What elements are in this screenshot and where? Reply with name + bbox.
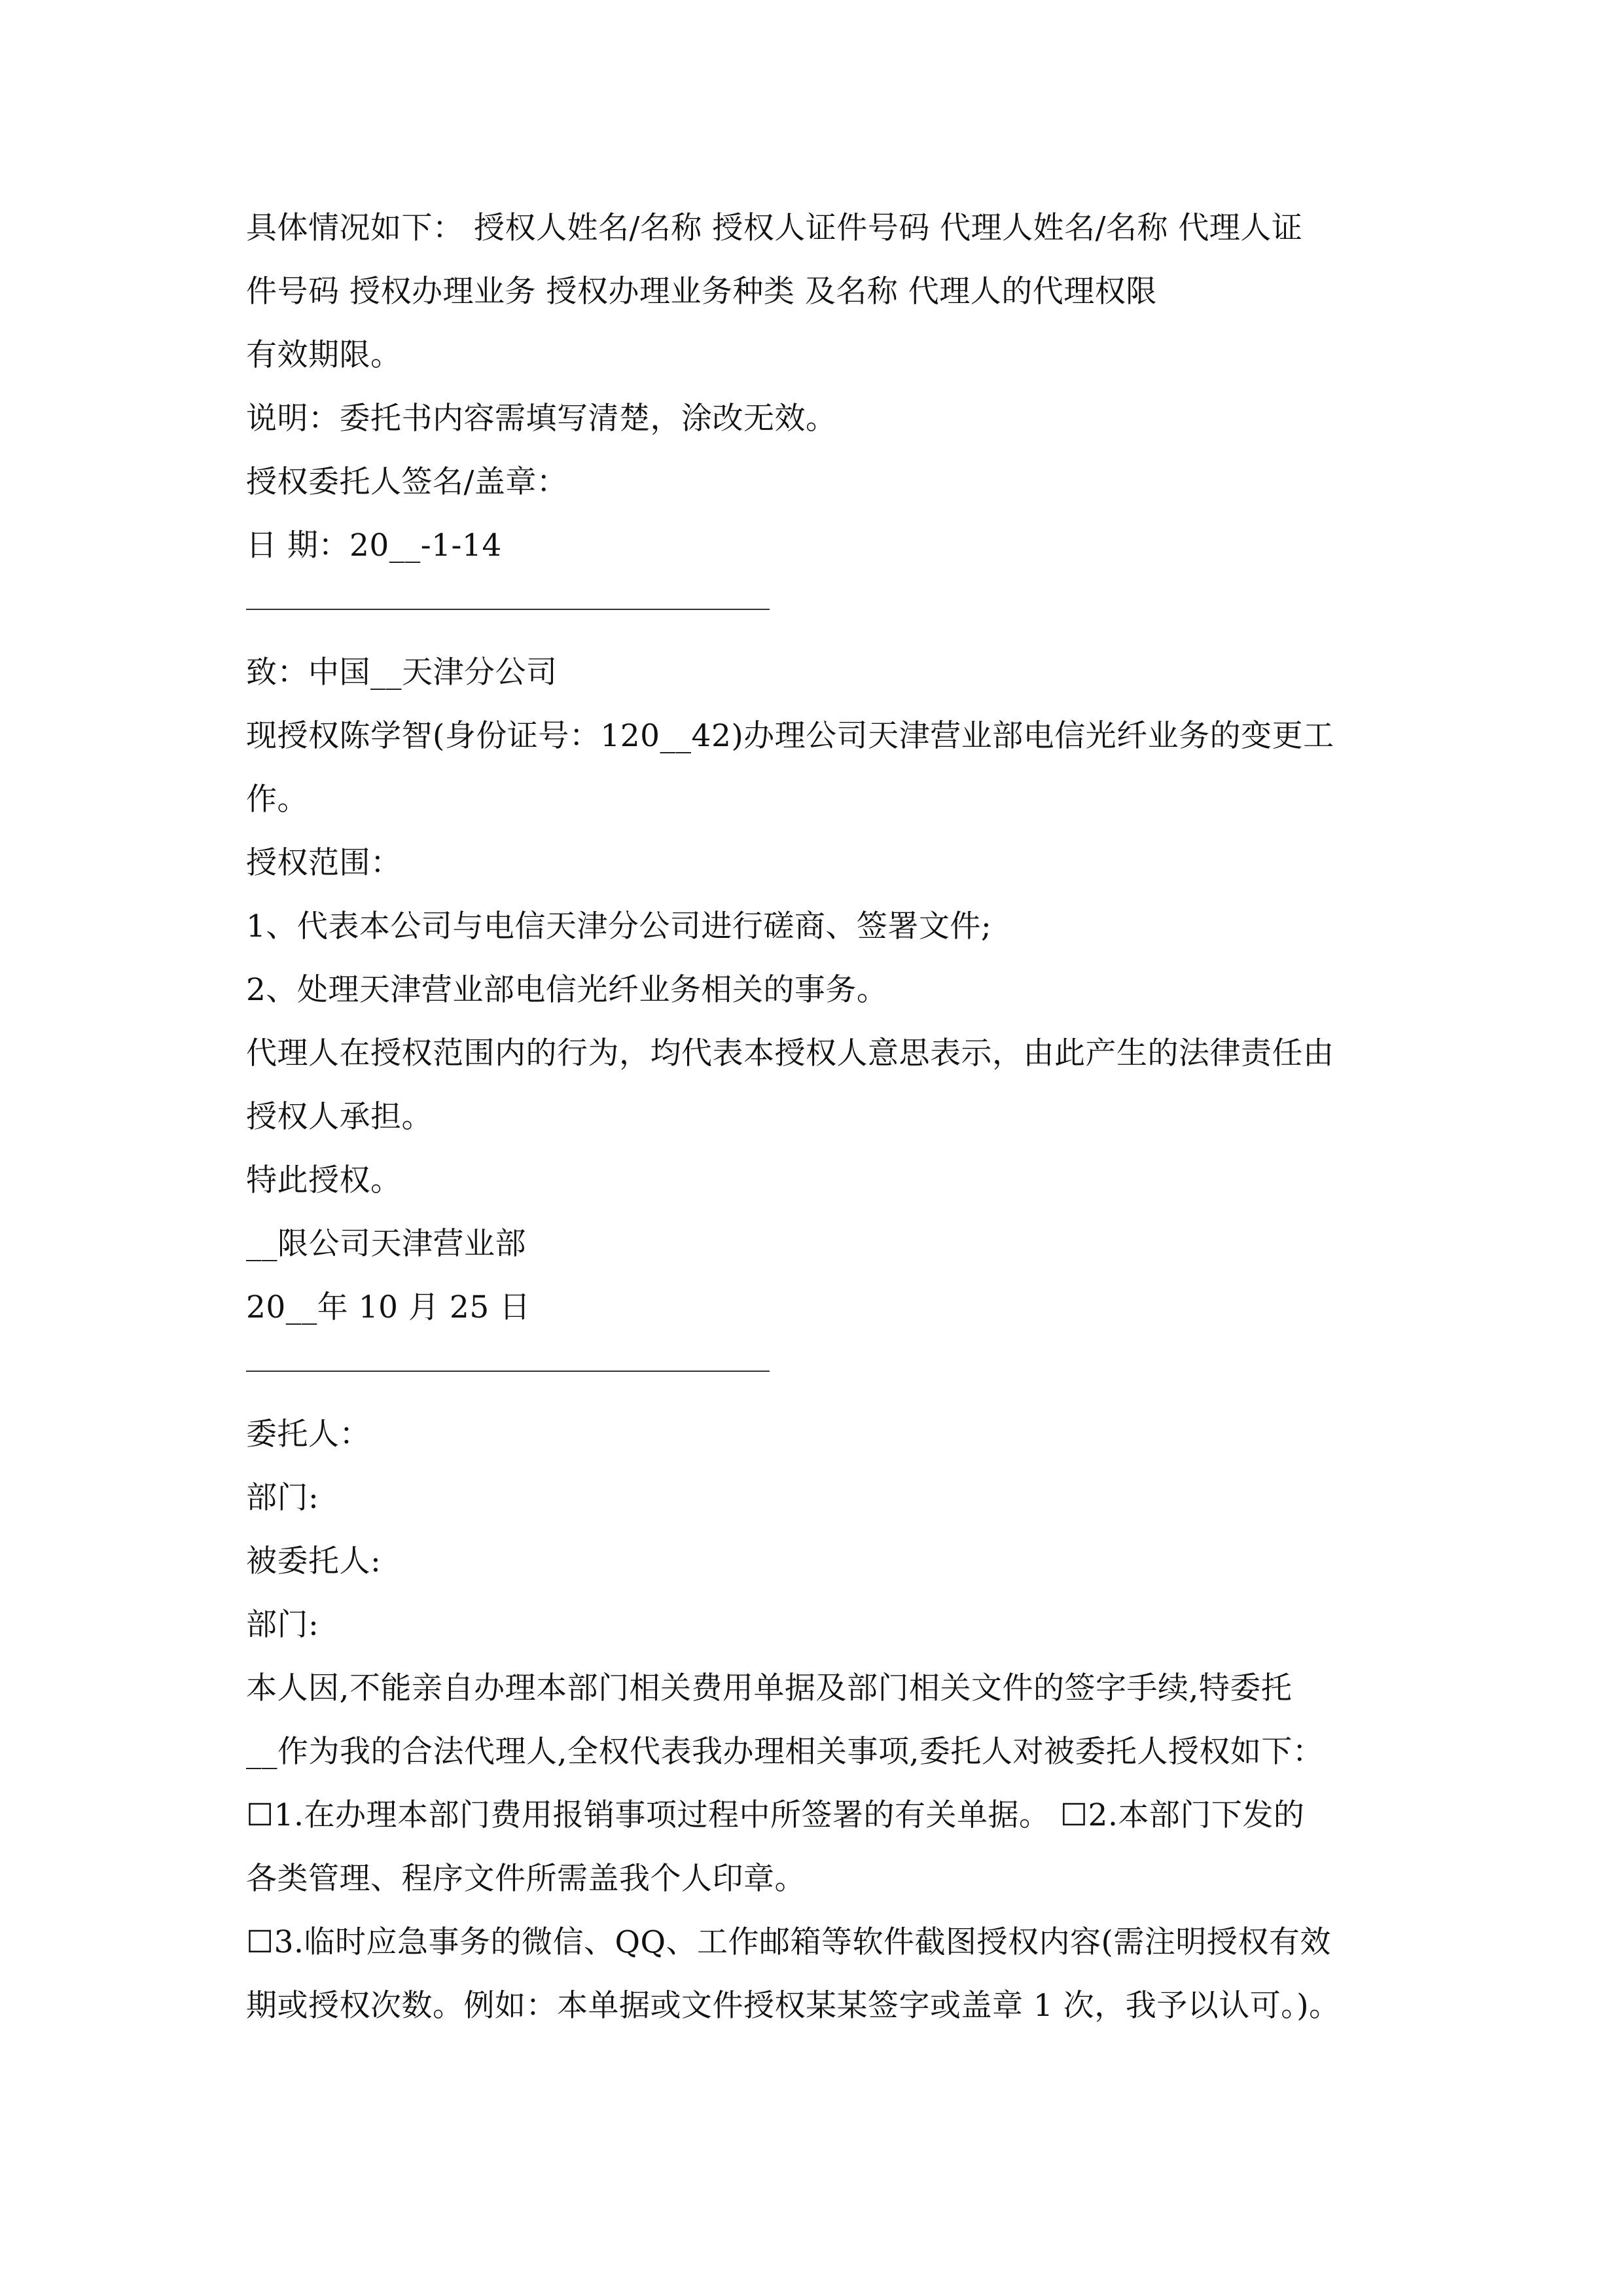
text-line: 致：中国__天津分公司 [246, 655, 558, 691]
text-line: 20__年 10 月 25 日 [246, 1289, 531, 1325]
section-divider [246, 1339, 1404, 1403]
text-line: 有效期限。 [246, 337, 402, 373]
text-line: __作为我的合法代理人,全权代表我办理相关事项,委托人对被委托人授权如下： [246, 1734, 1324, 1770]
text-line: __限公司天津营业部 [246, 1226, 526, 1262]
text-line: 各类管理、程序文件所需盖我个人印章。 [246, 1861, 806, 1897]
text-line: 被委托人: [246, 1543, 382, 1579]
text-line: 特此授权。 [246, 1162, 402, 1198]
text-line: 授权委托人签名/盖章： [246, 464, 568, 500]
text-line: 代理人在授权范围内的行为，均代表本授权人意思表示，由此产生的法律责任由 [246, 1035, 1334, 1071]
section-divider [246, 577, 1404, 641]
text-line: 2、处理天津营业部电信光纤业务相关的事务。 [246, 972, 888, 1008]
text-line: 部门: [246, 1607, 319, 1643]
text-line: 现授权陈学智(身份证号：120__42)办理公司天津营业部电信光纤业务的变更工 [246, 718, 1334, 754]
text-line: 说明：委托书内容需填写清楚，涂改无效。 [246, 401, 837, 437]
text-line: 件号码 授权办理业务 授权办理业务种类 及名称 代理人的代理权限 [246, 274, 1157, 310]
text-line: 作。 [246, 781, 308, 817]
text-line: ☐1.在办理本部门费用报销事项过程中所签署的有关单据。 ☐2.本部门下发的 [246, 1797, 1305, 1833]
text-line: 授权范围： [246, 845, 402, 881]
text-line: 期或授权次数。例如：本单据或文件授权某某签字或盖章 1 次，我予以认可。)。 [246, 1988, 1340, 2024]
text-line: 日 期：20__-1-14 [246, 528, 502, 564]
text-line: 委托人： [246, 1416, 370, 1452]
text-line: 1、代表本公司与电信天津分公司进行磋商、签署文件; [246, 908, 992, 944]
text-line: 具体情况如下： 授权人姓名/名称 授权人证件号码 代理人姓名/名称 代理人证 [246, 210, 1303, 246]
text-line: 本人因,不能亲自办理本部门相关费用单据及部门相关文件的签字手续,特委托 [246, 1670, 1293, 1706]
text-line: 部门: [246, 1480, 319, 1516]
text-line: ☐3.临时应急事务的微信、QQ、工作邮箱等软件截图授权内容(需注明授权有效 [246, 1924, 1331, 1960]
text-line: 授权人承担。 [246, 1099, 433, 1135]
document-body [246, 196, 1404, 2037]
